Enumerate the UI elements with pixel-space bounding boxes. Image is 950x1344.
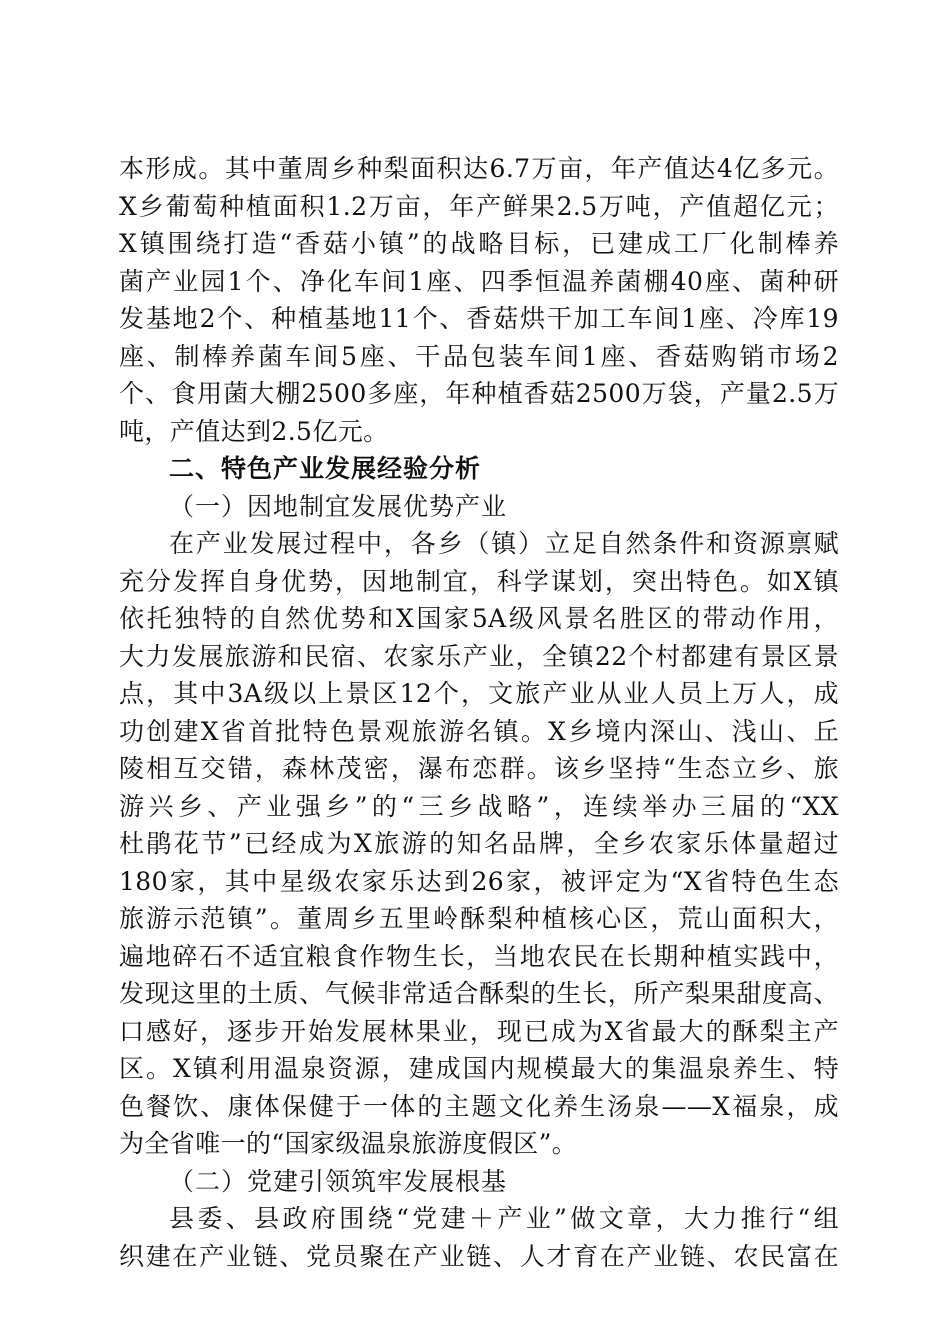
text-line: 遍地碎石不适宜粮食作物生长，当地农民在长期种植实践中， bbox=[119, 941, 839, 971]
text-line: 功创建X省首批特色景观旅游名镇。X乡境内深山、浅山、丘 bbox=[119, 716, 839, 746]
text-line: 充分发挥自身优势，因地制宜，科学谋划，突出特色。如X镇 bbox=[119, 566, 839, 596]
text-line: 旅游示范镇”。董周乡五里岭酥梨种植核心区，荒山面积大， bbox=[119, 904, 839, 933]
document-body bbox=[119, 150, 839, 1275]
text-line: 游兴乡、产业强乡”的“三乡战略”，连续举办三届的“XX bbox=[119, 791, 839, 821]
text-line: 县委、县政府围绕“党建＋产业”做文章，大力推行“组 bbox=[169, 1204, 839, 1233]
subsection-heading: （二）党建引领筑牢发展根基 bbox=[169, 1166, 508, 1196]
text-line: 在产业发展过程中，各乡（镇）立足自然条件和资源禀赋 bbox=[169, 529, 839, 558]
text-line: 发基地2个、种植基地11个、香菇烘干加工车间1座、冷库19 bbox=[119, 304, 839, 333]
text-line: X乡葡萄种植面积1.2万亩，年产鲜果2.5万吨，产值超亿元； bbox=[119, 191, 839, 221]
text-line: 依托独特的自然优势和X国家5A级风景名胜区的带动作用， bbox=[119, 604, 839, 633]
text-line: 口感好，逐步开始发展林果业，现已成为X省最大的酥梨主产 bbox=[119, 1016, 839, 1046]
text-line: 点，其中3A级以上景区12个，文旅产业从业人员上万人，成 bbox=[119, 679, 839, 708]
text-line: 菌产业园1个、净化车间1座、四季恒温养菌棚40座、菌种研 bbox=[119, 266, 839, 296]
text-line: X镇围绕打造“香菇小镇”的战略目标，已建成工厂化制棒养 bbox=[119, 229, 839, 258]
text-line: 大力发展旅游和民宿、农家乐产业，全镇22个村都建有景区景 bbox=[119, 641, 839, 671]
text-line: 吨，产值达到2.5亿元。 bbox=[119, 416, 389, 446]
text-line: 区。X镇利用温泉资源，建成国内规模最大的集温泉养生、特 bbox=[119, 1054, 839, 1083]
text-line: 座、制棒养菌车间5座、干品包装车间1座、香菇购销市场2 bbox=[119, 341, 839, 371]
text-line: 杜鹃花节”已经成为X旅游的知名品牌，全乡农家乐体量超过 bbox=[119, 829, 839, 858]
section-heading: 二、特色产业发展经验分析 bbox=[169, 454, 482, 483]
text-line: 为全省唯一的“国家级温泉旅游度假区”。 bbox=[119, 1129, 578, 1158]
paragraph-3 bbox=[119, 1200, 839, 1275]
text-line: 本形成。其中董周乡种梨面积达6.7万亩，年产值达4亿多元。 bbox=[119, 154, 839, 183]
text-line: 发现这里的土质、气候非常适合酥梨的生长，所产梨果甜度高、 bbox=[119, 979, 839, 1008]
text-line: 织建在产业链、党员聚在产业链、人才育在产业链、农民富在 bbox=[119, 1241, 839, 1271]
subsection-heading: （一）因地制宜发展优势产业 bbox=[169, 491, 508, 521]
text-line: 个、食用菌大棚2500多座，年种植香菇2500万袋，产量2.5万 bbox=[119, 379, 839, 408]
text-line: 陵相互交错，森林茂密，瀑布恋群。该乡坚持“生态立乡、旅 bbox=[119, 754, 839, 783]
paragraph-2 bbox=[119, 525, 839, 1163]
text-line: 色餐饮、康体保健于一体的主题文化养生汤泉——X福泉，成 bbox=[119, 1091, 839, 1121]
text-line: 180家，其中星级农家乐达到26家，被评定为“X省特色生态 bbox=[119, 866, 839, 896]
paragraph-1 bbox=[119, 150, 839, 450]
